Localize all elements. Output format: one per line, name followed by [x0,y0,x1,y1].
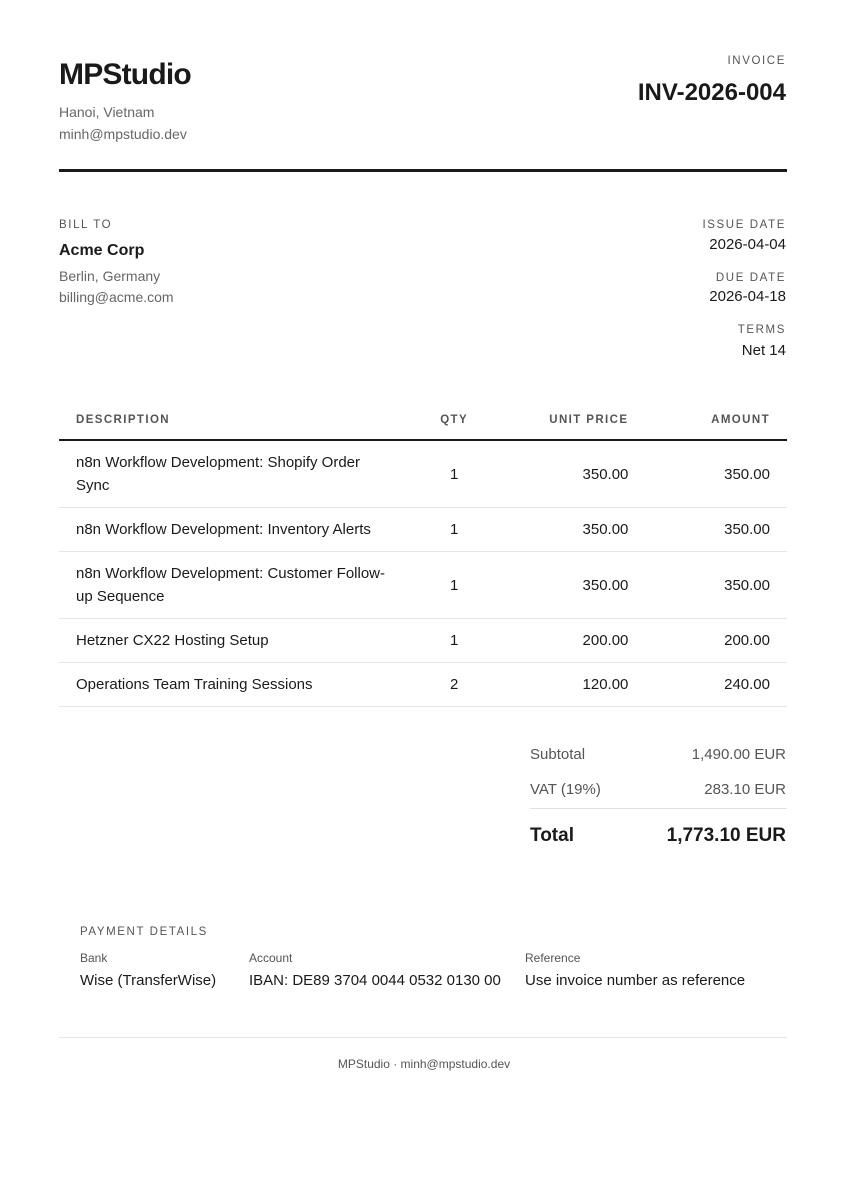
row-description: n8n Workflow Development: Inventory Alerts [59,508,404,552]
bill-to-email: billing@acme.com [59,289,174,305]
row-amount: 350.00 [645,440,787,508]
row-amount: 240.00 [645,663,787,707]
bill-to-label: BILL TO [59,219,113,231]
row-qty: 1 [404,508,503,552]
table-header-row [59,400,787,440]
bank-value: Wise (TransferWise) [80,972,217,989]
col-unit-price-header: UNIT PRICE [504,400,646,440]
line-items-table [59,400,787,707]
row-qty: 1 [404,440,503,508]
due-date-label: DUE DATE [715,272,786,284]
reference-label: Reference [525,951,581,965]
row-unit-price: 120.00 [504,663,646,707]
row-amount: 350.00 [645,508,787,552]
row-unit-price: 350.00 [504,508,646,552]
header-divider [59,169,787,172]
due-date: 2026-04-18 [709,288,786,305]
invoice-label: INVOICE [727,55,786,67]
row-description: n8n Workflow Development: Customer Follow-up Sequence [59,552,404,619]
table-row [59,552,787,619]
totals-divider [530,808,787,809]
vat-label: VAT (19%) [530,781,601,798]
vat-value: 283.10 EUR [704,781,786,798]
table-row [59,619,787,663]
col-amount-header: AMOUNT [645,400,787,440]
sender-name: MPStudio [59,58,191,91]
sender-location: Hanoi, Vietnam [59,104,155,120]
table-row [59,508,787,552]
bill-to-company: Acme Corp [59,242,145,259]
bill-to-location: Berlin, Germany [59,268,161,284]
row-unit-price: 350.00 [504,440,646,508]
payment-details-heading: PAYMENT DETAILS [80,926,208,938]
row-description: Operations Team Training Sessions [59,663,404,707]
terms-value: Net 14 [741,342,786,359]
total-label: Total [530,825,574,846]
account-label: Account [249,951,293,965]
row-unit-price: 200.00 [504,619,646,663]
reference-value: Use invoice number as reference [525,972,746,989]
terms-label: TERMS [737,324,786,336]
col-description-header: DESCRIPTION [59,400,404,440]
footer-divider [59,1037,787,1038]
issue-date-label: ISSUE DATE [702,219,786,231]
table-row [59,663,787,707]
row-amount: 200.00 [645,619,787,663]
subtotal-label: Subtotal [530,746,586,763]
bank-label: Bank [80,951,108,965]
subtotal-value: 1,490.00 EUR [691,746,786,763]
row-description: Hetzner CX22 Hosting Setup [59,619,404,663]
col-qty-header: QTY [404,400,503,440]
row-amount: 350.00 [645,552,787,619]
issue-date: 2026-04-04 [709,236,786,253]
row-qty: 1 [404,552,503,619]
sender-email: minh@mpstudio.dev [59,126,187,142]
row-description: n8n Workflow Development: Shopify Order Sync [59,440,404,508]
row-qty: 2 [404,663,503,707]
total-value: 1,773.10 EUR [666,825,786,846]
row-qty: 1 [404,619,503,663]
footer-text: MPStudio · minh@mpstudio.dev [337,1057,511,1071]
table-row [59,440,787,508]
invoice-number: INV-2026-004 [637,79,786,106]
row-unit-price: 350.00 [504,552,646,619]
account-value: IBAN: DE89 3704 0044 0532 0130 00 [249,972,501,989]
